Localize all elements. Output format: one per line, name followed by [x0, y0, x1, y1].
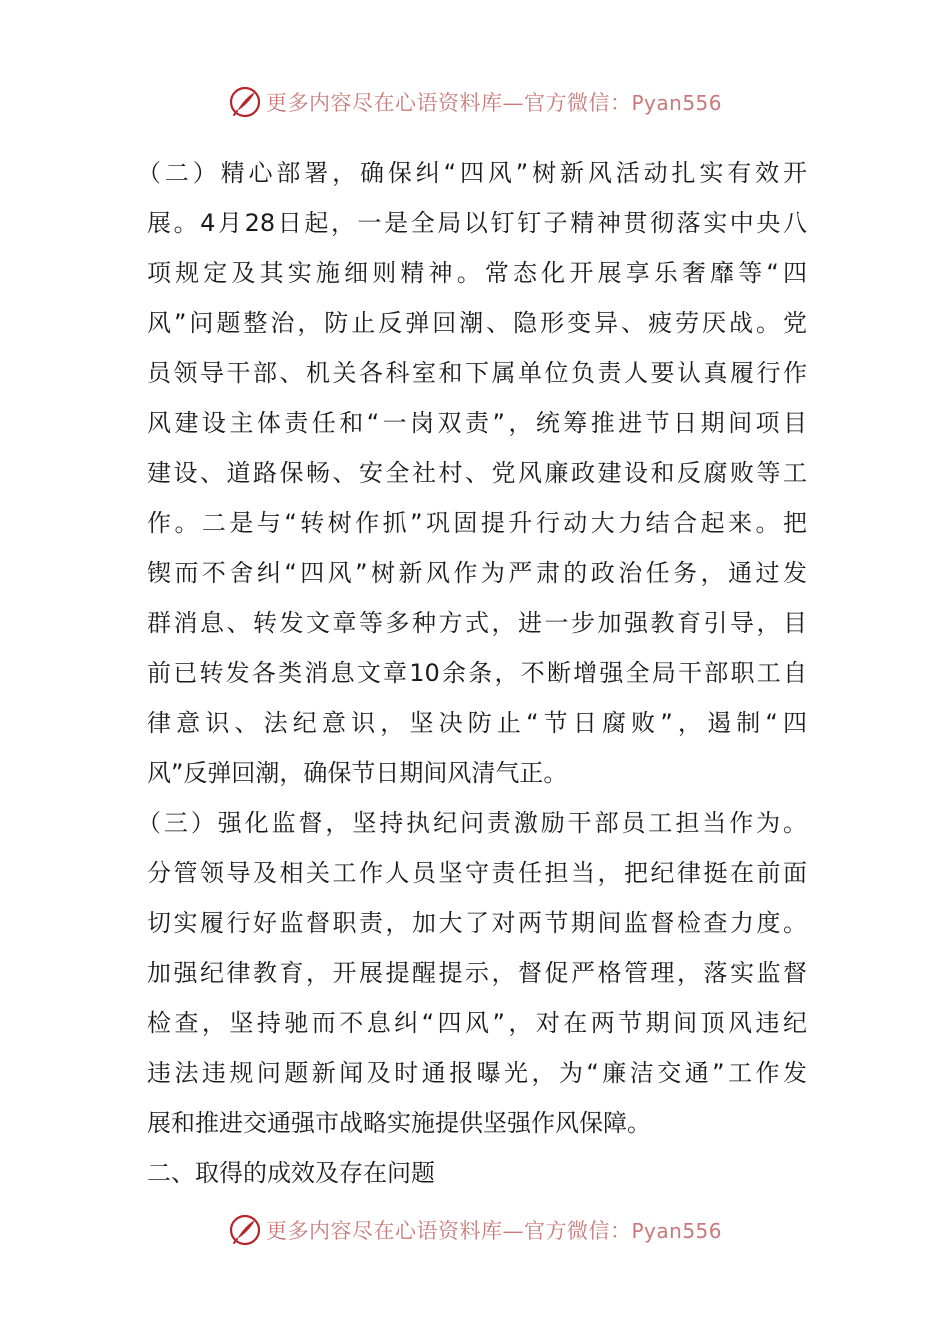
heading-text: 二、取得的成效及存在问题 — [147, 1159, 435, 1187]
text-line: 作。二是与“转树作抓”巩固提升行动大力结合起来。把 — [147, 509, 807, 537]
text-line: 加强纪律教育，开展提醒提示，督促严格管理，落实监督 — [147, 959, 807, 987]
text-line: 建设、道路保畅、安全社村、党风廉政建设和反腐败等工 — [147, 459, 807, 487]
quill-logo-icon — [228, 1213, 262, 1247]
text-line: 群消息、转发文章等多种方式，进一步加强教育引导，目 — [147, 609, 807, 637]
header-watermark — [0, 80, 950, 124]
document-body — [137, 148, 807, 1198]
paragraph-section-2 — [137, 148, 807, 798]
text-line: 前已转发各类消息文章10余条，不断增强全局干部职工自 — [147, 659, 807, 687]
text-line: 风建设主体责任和“一岗双责”，统筹推进节日期间项目 — [147, 409, 807, 437]
text-line: 展和推进交通强市战略实施提供坚强作风保障。 — [147, 1109, 651, 1137]
text-line: （三）强化监督，坚持执纪问责激励干部员工担当作为。 — [137, 809, 807, 837]
text-line: 切实履行好监督职责，加大了对两节期间监督检查力度。 — [147, 909, 807, 937]
text-line: 风”反弹回潮，确保节日期间风清气正。 — [147, 759, 568, 787]
text-line: 风”问题整治，防止反弹回潮、隐形变异、疲劳厌战。党 — [147, 309, 807, 337]
text-line: 律意识、法纪意识，坚决防止“节日腐败”，遏制“四 — [147, 709, 807, 737]
paragraph-section-3 — [137, 798, 807, 1148]
watermark-text: 更多内容尽在心语资料库—官方微信：Pyan556 — [265, 91, 722, 115]
text-line: 锲而不舍纠“四风”树新风作为严肃的政治任务，通过发 — [147, 559, 807, 587]
section-heading — [147, 1148, 807, 1198]
watermark-text: 更多内容尽在心语资料库—官方微信：Pyan556 — [265, 1219, 722, 1243]
text-line: 展。4月28日起，一是全局以钉钉子精神贯彻落实中央八 — [147, 209, 807, 237]
text-line: 检查，坚持驰而不息纠“四风”，对在两节期间顶风违纪 — [147, 1009, 807, 1037]
watermark-wechat-id: Pyan556 — [631, 91, 722, 115]
watermark-wechat-id: Pyan556 — [631, 1219, 722, 1243]
text-line: 项规定及其实施细则精神。常态化开展享乐奢靡等“四 — [147, 259, 807, 287]
text-line: （二）精心部署，确保纠“四风”树新风活动扎实有效开 — [137, 159, 807, 187]
footer-watermark — [0, 1208, 950, 1252]
text-line: 违法违规问题新闻及时通报曝光，为“廉洁交通”工作发 — [147, 1059, 807, 1087]
quill-logo-icon — [228, 85, 262, 119]
text-line: 员领导干部、机关各科室和下属单位负责人要认真履行作 — [147, 359, 807, 387]
text-line: 分管领导及相关工作人员坚守责任担当，把纪律挺在前面 — [147, 859, 807, 887]
